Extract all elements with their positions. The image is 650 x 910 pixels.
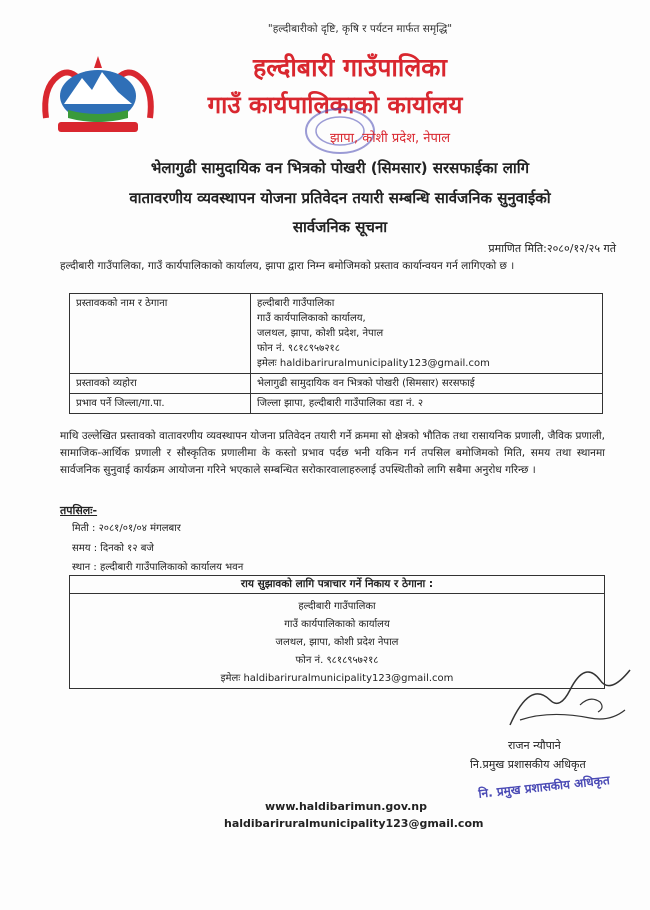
- notice-title-line3: सार्वजनिक सूचना: [292, 218, 388, 236]
- proposer-line: हल्दीबारी गाउँपालिका: [257, 298, 335, 309]
- affected-area-value: जिल्ला झापा, हल्दीबारी गाउँपालिका वडा नं. २: [251, 394, 603, 414]
- certified-date: प्रमाणित मिति:२०८०/१२/२५ गते: [488, 242, 616, 255]
- proposer-line: गाउँ कार्यपालिकाको कार्यालय,: [257, 313, 366, 324]
- notice-title-line2: वातावरणीय व्यवस्थापन योजना प्रतिवेदन तयारी सम्बन्धि सार्वजनिक सुनुवाईको: [129, 189, 551, 207]
- contact-line: गाउँ कार्यपालिकाको कार्यालय: [284, 619, 390, 630]
- notice-title-line1: भेलागुढी सामुदायिक वन भित्रको पोखरी (सिमसार) सरसफाईका लागि: [150, 159, 530, 177]
- proposer-line: जलथल, झापा, कोशी प्रदेश, नेपाल: [257, 328, 384, 339]
- office-title: गाउँ कार्यपालिकाको कार्यालय: [207, 91, 463, 119]
- tagline: "हल्दीबारीको दृष्टि, कृषि र पर्यटन मार्फत समृद्धि": [267, 23, 453, 35]
- table-row: [70, 374, 603, 394]
- municipality-title: हल्दीबारी गाउँपालिका: [253, 53, 447, 82]
- details-heading: तपसिलः-: [60, 504, 98, 517]
- contact-phone: फोन नं. ९८१८९५७२१८: [295, 655, 379, 666]
- event-time: समय : दिनको १२ बजे: [72, 543, 154, 554]
- proposer-value: [251, 294, 603, 374]
- office-address: झापा, कोशी प्रदेश, नेपाल: [330, 131, 451, 146]
- proposal-label: प्रस्तावको व्यहोरा: [70, 374, 251, 394]
- proposer-line: फोन नं. ९८१८९५७२१८: [257, 343, 340, 354]
- intro-text: हल्दीबारी गाउँपालिका, गाउँ कार्यपालिकाको कार्यालय, झापा द्वारा निम्न बमोजिमको प्रस्ताव कार्यान्वयन गर्न लागिएको छ ।: [60, 260, 515, 272]
- affected-area-label: प्रभाव पर्ने जिल्ला/गा.पा.: [70, 394, 251, 414]
- contact-box-heading: राय सुझावको लागि पत्राचार गर्ने निकाय र ठेगाना :: [70, 576, 604, 594]
- nepal-emblem-logo: [38, 48, 158, 138]
- notice-paragraph: माथि उल्लेखित प्रस्तावको वातावरणीय व्यवस्थापन योजना प्रतिवेदन तयारी गर्ने क्रममा सो क्षेत्रको भौतिक तथा रासायनिक प्रणाली, जैविक प्रणाली, सामाजिक-आर्थिक प्रणाली र सौस्कृतिक प्रणालीमा के कस्तो प्रभाव पर्दछ भनी यकिन गर्न तपसिल बमोजिमको मिति, समय तथा स्थानमा सार्वजनिक सुनुवाई कार्यक्रम आयोजना गरिने भएकाले सम्बन्धित सरोकारवालाहरुलाई उपस्थितीको लागि सबैमा अनुरोध गरिन्छ ।: [60, 430, 605, 476]
- proposal-value: भेलागुढी सामुदायिक वन भित्रको पोखरी (सिमसार) सरसफाई: [251, 374, 603, 394]
- contact-line: हल्दीबारी गाउँपालिका: [298, 601, 376, 612]
- footer-website[interactable]: www.haldibarimun.gov.np: [265, 800, 428, 813]
- event-place: स्थान : हल्दीबारी गाउँपालिकाको कार्यालय भवन: [72, 562, 244, 573]
- proposal-info-table: [69, 293, 603, 414]
- contact-email: इमेलः haldibariruralmunicipality123@gmail.com: [220, 673, 454, 684]
- table-row: [70, 294, 603, 374]
- table-row: [70, 394, 603, 414]
- contact-line: जलथल, झापा, कोशी प्रदेश नेपाल: [275, 637, 399, 648]
- signatory-name: राजन न्यौपाने: [508, 739, 561, 752]
- footer-email[interactable]: haldibariruralmunicipality123@gmail.com: [224, 817, 484, 830]
- designation-stamp: नि. प्रमुख प्रशासकीय अधिकृत: [477, 773, 611, 801]
- signatory-post: नि.प्रमुख प्रशासकीय अधिकृत: [470, 758, 586, 771]
- handwritten-signature: [490, 650, 640, 740]
- proposer-email: इमेलः haldibariruralmunicipality123@gmail.com: [257, 358, 490, 369]
- proposer-label: प्रस्तावकको नाम र ठेगाना: [70, 294, 251, 374]
- event-date: मिती : २०८१/०१/०४ मंगलबार: [72, 523, 181, 534]
